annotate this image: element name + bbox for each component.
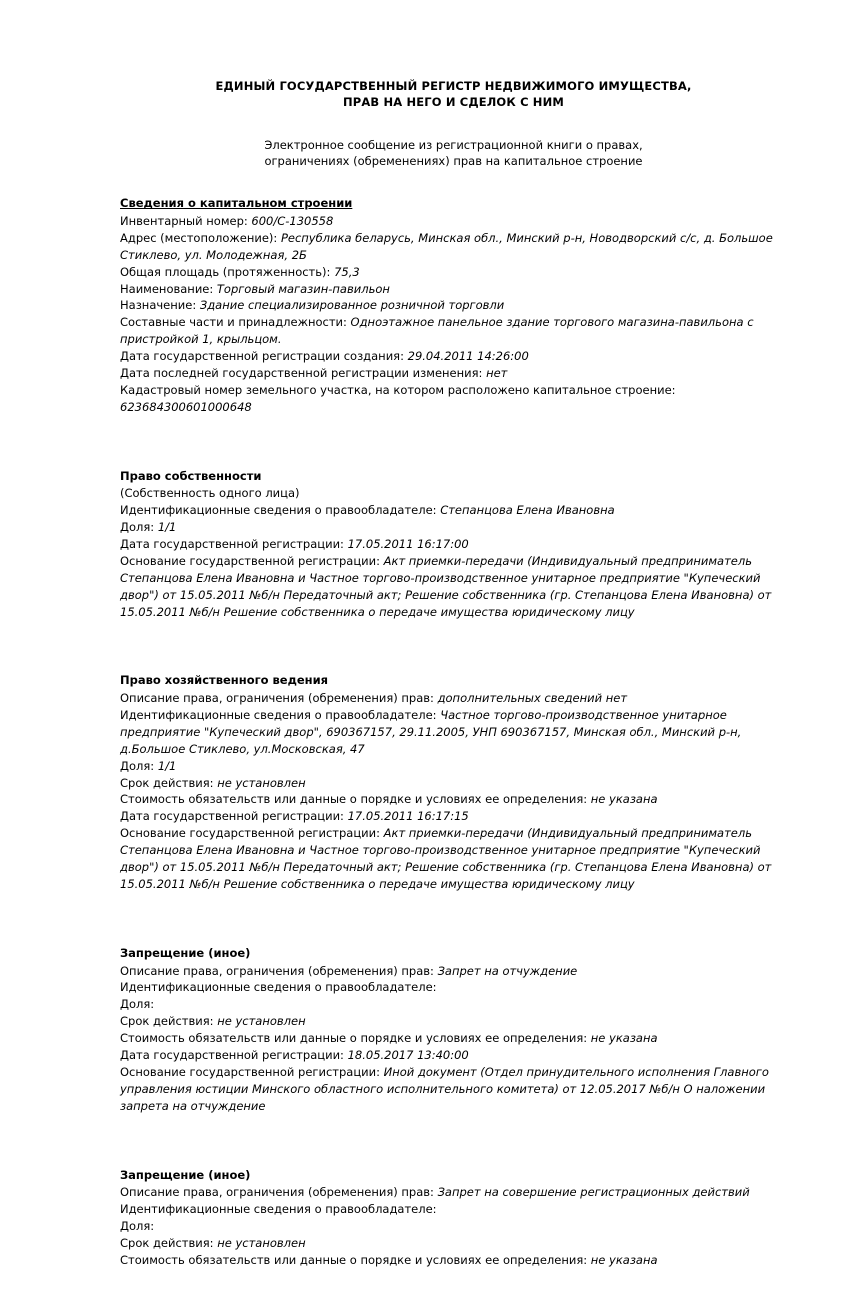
economic-basis (120, 825, 779, 893)
economic-share-label: Доля: (120, 758, 155, 773)
subtitle-line-1: Электронное сообщение из регистрационной книги о правах, (264, 137, 643, 152)
prohibition-1-description-label: Описание права, ограничения (обременения) прав: (120, 963, 434, 978)
prohibition-1-holder-label: Идентификационные сведения о правообладателе: (120, 980, 437, 995)
ownership-share-value: 1/1 (157, 520, 177, 535)
document-title (120, 78, 779, 111)
economic-description-value: дополнительных сведений нет (437, 691, 628, 706)
prohibition-2-description-label: Описание права, ограничения (обременения) прав: (120, 1185, 434, 1200)
field-inventory-number-label: Инвентарный номер: (120, 213, 248, 228)
ownership-basis-label: Основание государственной регистрации: (120, 553, 380, 568)
field-cadastral-number-label-line1: Кадастровый номер земельного участка, на котором расположено капитальное (120, 382, 612, 397)
field-parts-value: Одноэтажное панельное здание торгового магазина-павильона с пристройкой 1, крыльцом. (120, 315, 754, 347)
prohibition-1-cost-label: Стоимость обязательств или данные о порядке и условиях ее определения: (120, 1031, 588, 1046)
economic-basis-label: Основание государственной регистрации: (120, 826, 380, 841)
field-area (120, 264, 779, 281)
prohibition-1-description (120, 963, 779, 980)
ownership-basis (120, 553, 779, 621)
economic-term (120, 775, 779, 792)
ownership-holder-label: Идентификационные сведения о правообладателе: (120, 503, 437, 518)
field-area-value: 75,3 (334, 264, 360, 279)
prohibition-1-term-label: Срок действия: (120, 1014, 214, 1029)
economic-share-value: 1/1 (157, 758, 177, 773)
prohibition-1-term (120, 1013, 779, 1030)
section-ownership (120, 468, 779, 621)
field-last-change-date-value: нет (486, 366, 508, 380)
prohibition-1-share-label: Доля: (120, 997, 155, 1012)
section-heading-prohibition-1: Запрещение (иное) (120, 945, 251, 960)
prohibition-1-description-value: Запрет на отчуждение (437, 963, 578, 978)
field-address (120, 230, 779, 264)
economic-description (120, 690, 779, 707)
field-name-label: Наименование: (120, 281, 214, 296)
economic-reg-date (120, 808, 779, 825)
ownership-share (120, 519, 779, 536)
title-line-2: ПРАВ НА НЕГО И СДЕЛОК С НИМ (343, 95, 564, 110)
economic-basis-value: Акт приемки-передачи (Индивидуальный предприниматель Степанцова Елена Ивановна и Частное торгово-производственное унитарное предприятие "Купеческий двор") от 15.05.2011 №б/н Передаточный акт; Решение собственника (гр. Степанцова Елена Ивановна) от 15.05.2011 №б/н Решение собственника о передаче имущества юридическому лицу (120, 826, 772, 891)
prohibition-2-term-label: Срок действия: (120, 1235, 214, 1250)
ownership-share-label: Доля: (120, 520, 155, 535)
section-prohibition-1 (120, 945, 779, 1115)
economic-term-value: не установлен (217, 775, 306, 790)
economic-cost (120, 791, 779, 808)
field-purpose (120, 297, 779, 314)
ownership-basis-value: Акт приемки-передачи (Индивидуальный предприниматель Степанцова Елена Ивановна и Частное торгово-производственное унитарное предприятие "Купеческий двор") от 15.05.2011 №б/н Передаточный акт; Решение собственника (гр. Степанцова Елена Ивановна) от 15.05.2011 №б/н Решение собственника о передаче имущества юридическому лицу (120, 553, 772, 619)
economic-cost-label: Стоимость обязательств или данные о порядке и условиях ее определения: (120, 792, 588, 807)
section-heading-prohibition-2: Запрещение (иное) (120, 1167, 251, 1182)
prohibition-1-reg-date-value: 18.05.2017 13:40:00 (347, 1047, 469, 1062)
field-cadastral-number (120, 382, 779, 416)
field-inventory-number-value: 600/C-130558 (251, 213, 334, 228)
field-last-change-date-label: Дата последней государственной регистрации изменения: (120, 366, 483, 380)
field-name-value: Торговый магазин-павильон (216, 281, 390, 296)
ownership-reg-date (120, 536, 779, 553)
economic-holder-label: Идентификационные сведения о правообладателе: (120, 708, 437, 723)
field-creation-reg-date (120, 348, 779, 365)
prohibition-1-term-value: не установлен (217, 1014, 306, 1029)
prohibition-2-share (120, 1218, 779, 1235)
section-heading-ownership: Право собственности (120, 468, 262, 483)
field-creation-reg-date-value: 29.04.2011 14:26:00 (407, 349, 529, 364)
field-parts (120, 314, 779, 348)
section-heading-economic-management: Право хозяйственного ведения (120, 673, 329, 688)
section-building-info (120, 195, 779, 415)
prohibition-1-cost-value: не указана (590, 1031, 658, 1046)
economic-holder (120, 707, 779, 758)
prohibition-2-term (120, 1235, 779, 1252)
prohibition-1-basis-value: Иной документ (Отдел принудительного исполнения Главного управления юстиции Минского областного исполнительного комитета) от 12.05.2017 №б/н О наложении запрета на отчуждение (120, 1064, 769, 1113)
field-name (120, 281, 779, 298)
section-heading-building: Сведения о капитальном строении (120, 196, 353, 211)
economic-holder-value: Частное торгово-производственное унитарное предприятие "Купеческий двор", 690367157, 29.11.2005, УНП 690367157, Минская обл., Минский р-н, д.Большое Стиклево, ул.Московская, 47 (120, 708, 742, 756)
prohibition-2-description-value: Запрет на совершение регистрационных действий (437, 1185, 750, 1200)
ownership-form: (Собственность одного лица) (120, 486, 300, 501)
prohibition-2-term-value: не установлен (217, 1235, 306, 1250)
economic-reg-date-label: Дата государственной регистрации: (120, 809, 344, 824)
field-cadastral-number-value: 623684300601000648 (120, 399, 252, 414)
field-cadastral-number-label-line2: строение: (615, 382, 676, 397)
field-inventory-number (120, 213, 779, 230)
field-creation-reg-date-label: Дата государственной регистрации создания: (120, 349, 404, 364)
prohibition-1-basis-label: Основание государственной регистрации: (120, 1064, 380, 1079)
prohibition-1-share (120, 996, 779, 1013)
title-line-1: ЕДИНЫЙ ГОСУДАРСТВЕННЫЙ РЕГИСТР НЕДВИЖИМОГО ИМУЩЕСТВА, (215, 79, 692, 93)
ownership-reg-date-label: Дата государственной регистрации: (120, 537, 344, 552)
prohibition-2-cost-value: не указана (590, 1252, 658, 1267)
subtitle-line-2: ограничениях (обременениях) прав на капитальное строение (264, 153, 643, 168)
prohibition-2-cost-label: Стоимость обязательств или данные о порядке и условиях ее определения: (120, 1252, 588, 1267)
section-prohibition-2 (120, 1167, 779, 1269)
prohibition-2-holder (120, 1201, 779, 1218)
economic-reg-date-value: 17.05.2011 16:17:15 (347, 809, 469, 824)
prohibition-1-reg-date (120, 1047, 779, 1064)
economic-description-label: Описание права, ограничения (обременения) прав: (120, 691, 434, 706)
field-address-label: Адрес (местоположение): (120, 230, 278, 245)
economic-share (120, 758, 779, 775)
prohibition-2-share-label: Доля: (120, 1218, 155, 1233)
field-parts-label: Составные части и принадлежности: (120, 315, 347, 330)
prohibition-2-description (120, 1184, 779, 1201)
field-area-label: Общая площадь (протяженность): (120, 264, 331, 279)
field-last-change-date (120, 365, 779, 382)
prohibition-2-cost (120, 1252, 779, 1269)
field-purpose-value: Здание специализированное розничной торговли (199, 298, 505, 313)
document-subtitle (120, 137, 779, 170)
ownership-holder-value: Степанцова Елена Ивановна (440, 503, 615, 518)
prohibition-1-holder (120, 979, 779, 996)
economic-term-label: Срок действия: (120, 775, 214, 790)
economic-cost-value: не указана (590, 792, 658, 807)
prohibition-1-cost (120, 1030, 779, 1047)
prohibition-2-holder-label: Идентификационные сведения о правообладателе: (120, 1202, 437, 1217)
prohibition-1-basis (120, 1064, 779, 1115)
field-purpose-label: Назначение: (120, 298, 197, 313)
ownership-reg-date-value: 17.05.2011 16:17:00 (347, 537, 469, 552)
prohibition-1-reg-date-label: Дата государственной регистрации: (120, 1047, 344, 1062)
section-economic-management (120, 672, 779, 892)
ownership-holder (120, 502, 779, 519)
field-address-value: Республика беларусь, Минская обл., Минский р-н, Новодворский с/с, д. Большое Стиклево, ул. Молодежная, 2Б (120, 230, 773, 262)
